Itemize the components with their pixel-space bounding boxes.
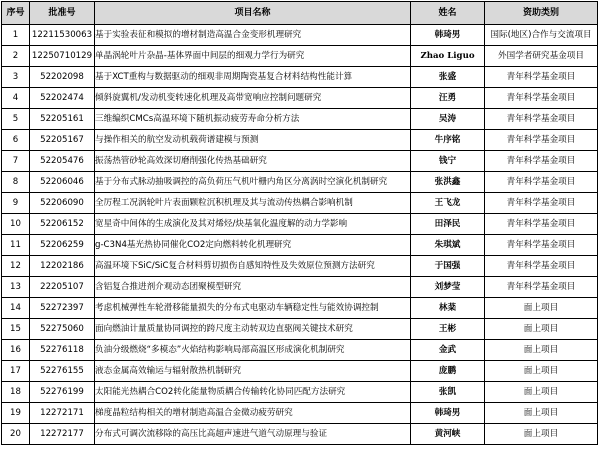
table-row bbox=[2, 109, 598, 130]
row-approval-no: 52205476 bbox=[30, 151, 95, 172]
table-row bbox=[2, 151, 598, 172]
row-name: 庞鹏 bbox=[411, 361, 485, 382]
row-funding-type: 青年科学基金项目 bbox=[485, 277, 598, 298]
table-row bbox=[2, 88, 598, 109]
row-name: Zhao Liguo bbox=[411, 46, 485, 67]
row-project-title: 单晶涡轮叶片杂晶-基体界面中间层的细观力学行为研究 bbox=[95, 46, 411, 67]
table-row bbox=[2, 67, 598, 88]
table-row bbox=[2, 172, 598, 193]
row-funding-type: 青年科学基金项目 bbox=[485, 235, 598, 256]
row-seq: 4 bbox=[2, 88, 30, 109]
row-project-title: 三维编织CMCs高温环境下随机振动疲劳寿命分析方法 bbox=[95, 109, 411, 130]
row-name: 金武 bbox=[411, 340, 485, 361]
row-seq: 17 bbox=[2, 361, 30, 382]
row-approval-no: 12272171 bbox=[30, 403, 95, 424]
row-approval-no: 52276199 bbox=[30, 382, 95, 403]
row-funding-type: 青年科学基金项目 bbox=[485, 214, 598, 235]
row-approval-no: 12250710129 bbox=[30, 46, 95, 67]
row-name: 黄河峡 bbox=[411, 424, 485, 445]
row-seq: 9 bbox=[2, 193, 30, 214]
row-funding-type: 面上项目 bbox=[485, 382, 598, 403]
row-funding-type: 面上项目 bbox=[485, 403, 598, 424]
row-name: 汪勇 bbox=[411, 88, 485, 109]
row-approval-no: 52206259 bbox=[30, 235, 95, 256]
row-approval-no: 52205161 bbox=[30, 109, 95, 130]
row-project-title: 太阳能光热耦合CO2转化能量物质耦合传输转化协同匹配方法研究 bbox=[95, 382, 411, 403]
row-funding-type: 青年科学基金项目 bbox=[485, 193, 598, 214]
table-header-row bbox=[2, 2, 598, 25]
row-approval-no: 52272397 bbox=[30, 298, 95, 319]
row-funding-type: 青年科学基金项目 bbox=[485, 130, 598, 151]
header-approval-no: 批准号 bbox=[30, 2, 95, 25]
table-row bbox=[2, 235, 598, 256]
row-approval-no: 52206090 bbox=[30, 193, 95, 214]
table-row bbox=[2, 298, 598, 319]
header-project-title: 项目名称 bbox=[95, 2, 411, 25]
row-name: 韩琦男 bbox=[411, 25, 485, 46]
row-funding-type: 面上项目 bbox=[485, 340, 598, 361]
header-name: 姓名 bbox=[411, 2, 485, 25]
row-approval-no: 52202474 bbox=[30, 88, 95, 109]
row-seq: 3 bbox=[2, 67, 30, 88]
row-name: 朱琪斌 bbox=[411, 235, 485, 256]
row-project-title: 振荡热管砂轮高效深切磨削强化传热基础研究 bbox=[95, 151, 411, 172]
row-project-title: 全厉程工况涡轮叶片表面颗粒沉积机理及其与流动传热耦合影响机制 bbox=[95, 193, 411, 214]
row-seq: 18 bbox=[2, 382, 30, 403]
row-project-title: 宽星奇中间体的生成演化及其对烯烃/炔基氧化温度解的动力学影响 bbox=[95, 214, 411, 235]
row-seq: 2 bbox=[2, 46, 30, 67]
row-name: 钱宁 bbox=[411, 151, 485, 172]
row-approval-no: 52276118 bbox=[30, 340, 95, 361]
row-funding-type: 青年科学基金项目 bbox=[485, 88, 598, 109]
row-funding-type: 青年科学基金项目 bbox=[485, 67, 598, 88]
row-name: 张盛 bbox=[411, 67, 485, 88]
row-approval-no: 12202186 bbox=[30, 256, 95, 277]
table-row bbox=[2, 403, 598, 424]
table-row bbox=[2, 424, 598, 445]
row-project-title: 倾斜旋翼机/发动机变转速化机理及高带宽响应控制问题研究 bbox=[95, 88, 411, 109]
row-funding-type: 面上项目 bbox=[485, 319, 598, 340]
row-seq: 14 bbox=[2, 298, 30, 319]
row-seq: 13 bbox=[2, 277, 30, 298]
row-seq: 16 bbox=[2, 340, 30, 361]
row-seq: 6 bbox=[2, 130, 30, 151]
table-row bbox=[2, 130, 598, 151]
row-funding-type: 面上项目 bbox=[485, 424, 598, 445]
grant-projects-table bbox=[1, 1, 598, 445]
row-name: 刘梦莹 bbox=[411, 277, 485, 298]
row-project-title: 基于分布式脉动抽吸调控的高负荷压气机叶栅内角区分离涡时空演化机制研究 bbox=[95, 172, 411, 193]
row-project-title: 面向燃油计量质量协同调控的跨尺度主动转双边直驱阀关键技术研究 bbox=[95, 319, 411, 340]
row-project-title: 基于XCT重构与数据驱动的细观非周期陶瓷基复合材料结构性能计算 bbox=[95, 67, 411, 88]
row-approval-no: 52276155 bbox=[30, 361, 95, 382]
row-name: 王飞龙 bbox=[411, 193, 485, 214]
row-approval-no: 12211530063 bbox=[30, 25, 95, 46]
row-approval-no: 12272177 bbox=[30, 424, 95, 445]
row-name: 牛序铭 bbox=[411, 130, 485, 151]
row-approval-no: 22205107 bbox=[30, 277, 95, 298]
row-seq: 8 bbox=[2, 172, 30, 193]
row-name: 张凯 bbox=[411, 382, 485, 403]
table-row bbox=[2, 361, 598, 382]
row-approval-no: 52202098 bbox=[30, 67, 95, 88]
row-funding-type: 青年科学基金项目 bbox=[485, 151, 598, 172]
row-project-title: 考虑机械弹性车轮滑移能量损失的分布式电驱动车辆稳定性与能效协调控制 bbox=[95, 298, 411, 319]
row-name: 吴涛 bbox=[411, 109, 485, 130]
row-seq: 11 bbox=[2, 235, 30, 256]
row-project-title: g-C3N4基光热协同催化CO2定向燃料转化机理研究 bbox=[95, 235, 411, 256]
row-seq: 1 bbox=[2, 25, 30, 46]
row-name: 田泽民 bbox=[411, 214, 485, 235]
row-funding-type: 外国学者研究基金项目 bbox=[485, 46, 598, 67]
row-funding-type: 青年科学基金项目 bbox=[485, 109, 598, 130]
header-seq: 序号 bbox=[2, 2, 30, 25]
row-approval-no: 52275060 bbox=[30, 319, 95, 340]
table-row bbox=[2, 277, 598, 298]
row-name: 王彬 bbox=[411, 319, 485, 340]
row-project-title: 负油分级燃烧“多模态”火焰结构影响局部高温区形成演化机制研究 bbox=[95, 340, 411, 361]
table-body bbox=[2, 25, 598, 445]
table-row bbox=[2, 319, 598, 340]
row-seq: 10 bbox=[2, 214, 30, 235]
row-project-title: 含铝复合推进剂介观动态团聚模型研究 bbox=[95, 277, 411, 298]
row-project-title: 分布式可调次流移除的高压比高超声速进气道气动原理与验证 bbox=[95, 424, 411, 445]
row-approval-no: 52205167 bbox=[30, 130, 95, 151]
table-row bbox=[2, 382, 598, 403]
row-name: 于国强 bbox=[411, 256, 485, 277]
table-row bbox=[2, 46, 598, 67]
row-approval-no: 52206046 bbox=[30, 172, 95, 193]
row-seq: 15 bbox=[2, 319, 30, 340]
row-funding-type: 面上项目 bbox=[485, 298, 598, 319]
row-funding-type: 国际(地区)合作与交流项目 bbox=[485, 25, 598, 46]
row-project-title: 高温环境下SiC/SiC复合材料剪切损伤自感知特性及失效原位预测方法研究 bbox=[95, 256, 411, 277]
row-seq: 12 bbox=[2, 256, 30, 277]
row-funding-type: 青年科学基金项目 bbox=[485, 256, 598, 277]
row-name: 韩琦男 bbox=[411, 403, 485, 424]
table-row bbox=[2, 193, 598, 214]
row-seq: 20 bbox=[2, 424, 30, 445]
row-approval-no: 52206152 bbox=[30, 214, 95, 235]
table-row bbox=[2, 214, 598, 235]
table-row bbox=[2, 25, 598, 46]
table-row bbox=[2, 256, 598, 277]
row-seq: 7 bbox=[2, 151, 30, 172]
row-funding-type: 青年科学基金项目 bbox=[485, 172, 598, 193]
row-seq: 19 bbox=[2, 403, 30, 424]
row-name: 张洪鑫 bbox=[411, 172, 485, 193]
row-seq: 5 bbox=[2, 109, 30, 130]
row-name: 林棻 bbox=[411, 298, 485, 319]
row-project-title: 与操作相关的航空发动机载荷谱建模与预测 bbox=[95, 130, 411, 151]
row-project-title: 基于实验表征和模拟的增材制造高温合金变形机理研究 bbox=[95, 25, 411, 46]
row-project-title: 液态金属高效输运与辐射散热机制研究 bbox=[95, 361, 411, 382]
row-funding-type: 面上项目 bbox=[485, 361, 598, 382]
row-project-title: 梯度晶粒结构相关的增材制造高温合金微动疲劳研究 bbox=[95, 403, 411, 424]
table-row bbox=[2, 340, 598, 361]
header-funding-type: 资助类别 bbox=[485, 2, 598, 25]
